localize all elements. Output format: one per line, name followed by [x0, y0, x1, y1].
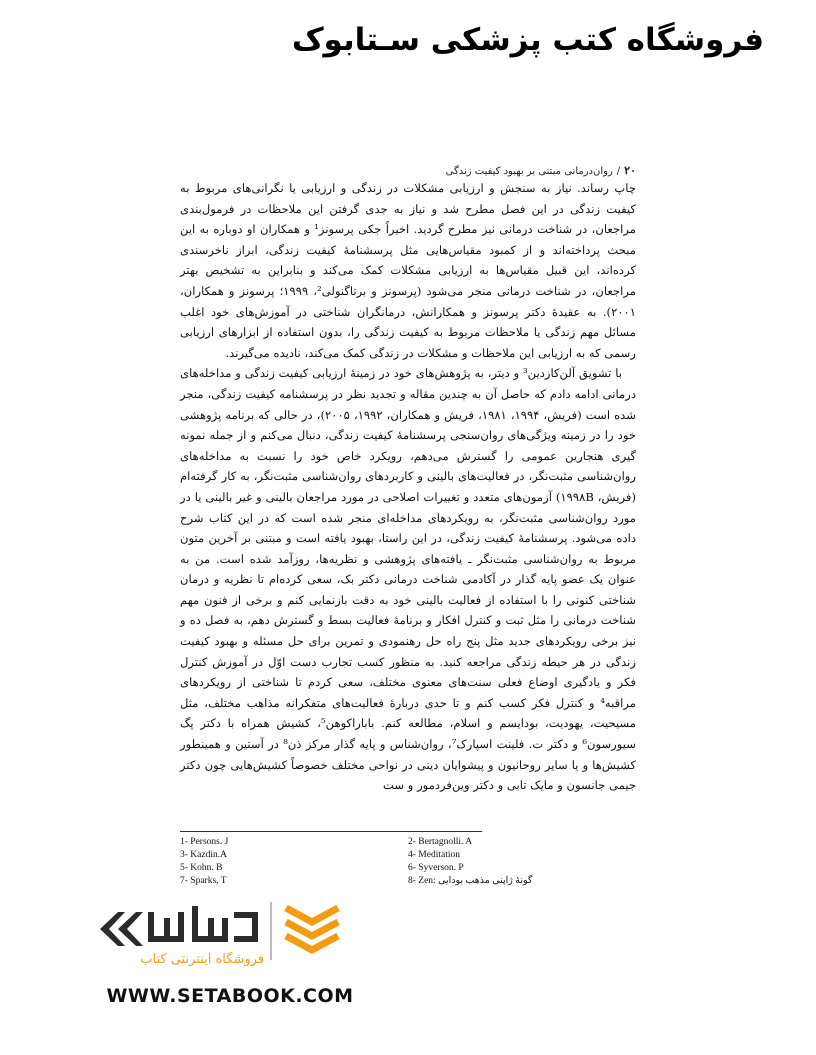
- logo-tagline: فروشگاه اینترنتی کتاب: [140, 952, 264, 967]
- paragraph: با تشویق آلن‌کازدین³ و دیتر، به پژوهش‌های خود در زمینهٔ ارزیابی کیفیت زندگی و مداخله‌های درمانی ادامه دادم که حاصل آن به چندین مقاله و تجدید نظر در پرسشنامه کیفیت زندگی، منجر شده است (فریش، ۱۹۹۴، ۱۹۸۱، فریش و همکاران، ۱۹۹۲، ۲۰۰۵)، در حالی که برنامه پژوهشی خود را در زمینه ویژگی‌های روان‌سنجی پرسشنامهٔ کیفیت زندگی، دنبال می‌کنم و از جمله نمونه گیری هنجارین عمومی را گسترش می‌دهم، رویکرد خاص خود را نسبت به مداخله‌های روان‌شناسی مثبت‌نگر، در فعالیت‌های بالینی و کاربردهای روان‌شناسی مثبت‌نگر، به کار گرفته‌ام (فریش، ۱۹۹۸B) آزمون‌های متعدد و تغییرات اصلاحی در مورد مراجعان بالینی و غیر بالینی یا در مورد روان‌شناسی مثبت‌نگر، به رویکردهای مداخله‌ای منجر شده است که در این کتاب شرح داده می‌شود. پرسشنامهٔ کیفیت زندگی، در این راستا، بهبود یافته است و مبتنی بر آخرین متون مربوط به روان‌شناسی مثبت‌نگر ـ یافته‌های پژوهشی و نظریه‌ها، روزآمد شده است. من به عنوان یک عضو پایه گذار در آکادمی شناخت درمانی دکتر بک، سعی کرده‌ام تا نظریه و درمان شناختی کنونی را با استفاده از فعالیت بالینی خود به دقت بازنمایی کنم و برخی از فنون مهم شناخت درمانی را مثل ثبت و کنترل افکار و برنامهٔ فعالیت بسط و گسترش دهم، به فصل ده و نیز برخی رویکردهای جدید مثل پنج راه حل رهنمودی و تمرین برای حل مسئله و بهبود کیفیت زندگی در هر حیطه زندگی مراجعه کنید. به منظور کسب تجارب دست اوّل در آموزش کنترل فکر و یادگیری اوضاع فعلی سنت‌های معنوی مختلف، سعی کردم تا شناختی از رویکردهای مراقبه⁴ و کنترل فکر کسب کنم و تا حدی دربارهٔ فعالیت‌های متفکرانه مذاهب مختلف، مثل مسیحیت، یهودیت، بودایسم و اسلام، مطالعه کنم. باباراکوهن⁵، کشیش همراه با دکتر پگ سیورسون⁶ و دکتر ت. فلینت اسپارک⁷، روان‌شناس و پایه گذار مرکز ذن⁸ در آستین و همینطور کشیش‌ها و یا سایر روحانیون و پیشوایان دینی در نواحی مختلف خصوصاً کشیش‌هایی چون دکتر جیمی جانسون و مایک تابی و دکتر وین‌فردمور و ست: [180, 366, 636, 793]
- logo-url[interactable]: WWW.SETABOOK.COM: [106, 985, 354, 1007]
- footnote: 4- Meditation: [408, 850, 460, 860]
- paragraph: چاپ رساند. نیاز به سنجش و ارزیابی مشکلات در زندگی و ارزیابی یا نگرانی‌های مربوط به کیفیت زندگی در این فصل مطرح شد و نیاز به جدی گرفتن این ملاحظات در فرمول‌بندی مراجعان، در شناخت درمانی نیز مطرح گردید. اخیراً جکی پرسونز¹ و همکاران او دوباره به این مبحث پرداخته‌اند و از کمبود مقیاس‌هایی مثل پرسشنامهٔ کیفیت زندگی، ابراز ناخرسندی کرده‌اند، این قبیل مقیاس‌ها به ارزیابی مشکلات کمک می‌کند و بنابراین به تشخیص بهتر مراجعان، در شناخت درمانی منجر می‌شود (پرسونز و برتاگنولی²، ۱۹۹۹؛ پرسونز و همکاران، ۲۰۰۱). به عقیدهٔ دکتر پرسونز و همکارانش، درمانگران شناختی در آموزش‌های خود اغلب مسائل مهم زندگی یا ملاحظات مربوط به کیفیت زندگی را، بدون استفاده از ابزارهای ارزیابی رسمی که به ارزیابی این ملاحظات و مشکلات در زندگی کمک می‌کند، نادیده می‌گیرند.: [180, 181, 636, 360]
- running-head-title: روان‌درمانی مبتنی بر بهبود کیفیت زندگی: [445, 166, 613, 177]
- setabook-logo: [92, 898, 352, 988]
- body-text: [180, 178, 636, 796]
- store-title: فروشگاه کتب پزشکی سـتابوک: [291, 22, 764, 58]
- footnotes: [180, 836, 640, 888]
- running-head: [180, 164, 636, 177]
- footnote: 3- Kazdin.A: [180, 850, 227, 860]
- footnote: 7- Sparks, T: [180, 876, 227, 886]
- footnote: 5- Kohn. B: [180, 863, 223, 873]
- footnote: 6- Syverson. P: [408, 863, 464, 873]
- footnote: 2- Bertagnolli. A: [408, 837, 473, 847]
- footnote-divider: [180, 831, 482, 832]
- page-number: ۲۰: [624, 164, 636, 177]
- running-head-separator: /: [616, 166, 621, 177]
- logo-chevrons: [286, 908, 338, 950]
- footnote: 8- Zen: گونهٔ ژاپنی مذهب بودایی: [408, 876, 533, 886]
- logo-wordmark: [148, 906, 258, 942]
- footnote: 1- Persons. J: [180, 837, 229, 847]
- logo-arrows: [100, 912, 143, 946]
